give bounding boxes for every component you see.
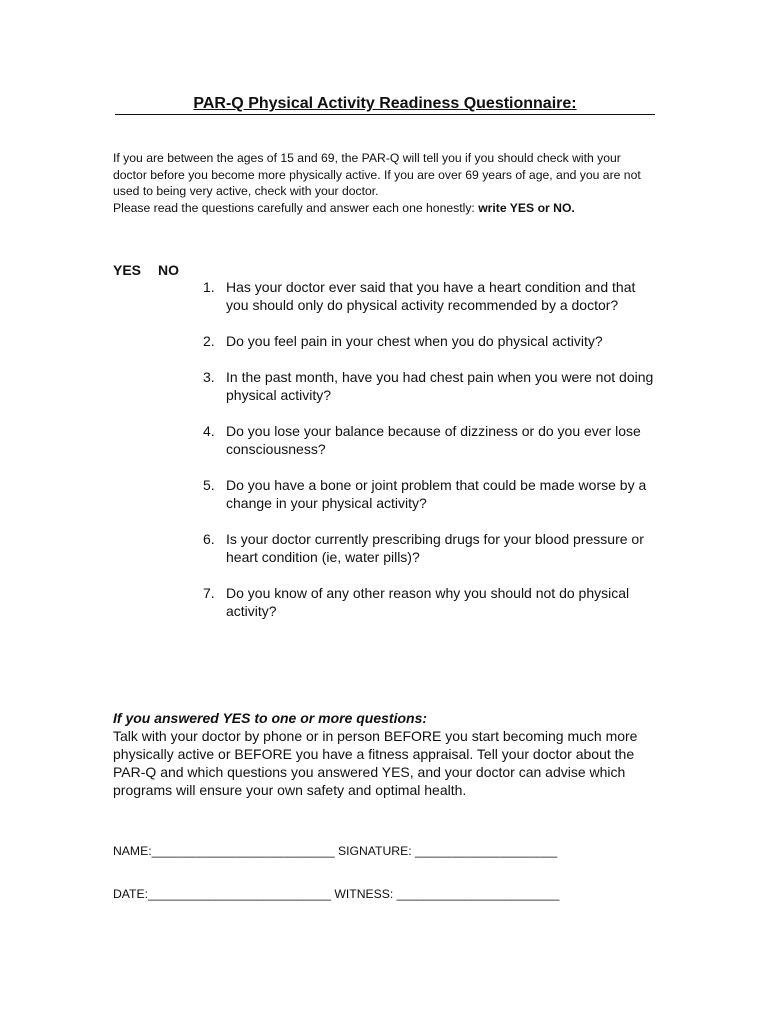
question-text: Is your doctor currently prescribing drugs for your blood pressure or heart condition (ie, water pills)? [226, 531, 644, 565]
intro-instruction-bold: write YES or NO. [478, 200, 575, 215]
advice-body: Talk with your doctor by phone or in person BEFORE you start becoming much more physically active or BEFORE you have a fitness appraisal. Tell your doctor about the PAR-Q and which questions you answered YES, and your doctor can advise which programs will ensure your own safety and optimal health. [113, 728, 638, 798]
question-list [203, 278, 658, 638]
question-text: In the past month, have you had chest pain when you were not doing physical activity? [226, 369, 654, 403]
question-text: Do you have a bone or joint problem that could be made worse by a change in your physical activity? [226, 477, 647, 511]
date-witness-row [113, 886, 559, 902]
intro-paragraph: If you are between the ages of 15 and 69, the PAR-Q will tell you if you should check with your doctor before you become more physically active. If you are over 69 years of age, and you are not used to being very active, check with your doctor. [113, 151, 641, 199]
question-item [203, 422, 658, 458]
question-number: 6. [203, 531, 215, 547]
question-item [203, 368, 658, 404]
yes-column-header: YES [113, 262, 142, 278]
question-item [203, 476, 658, 512]
question-number: 1. [203, 279, 215, 295]
question-text: Do you know of any other reason why you should not do physical activity? [226, 585, 630, 619]
page-title: PAR-Q Physical Activity Readiness Questionnaire: [193, 95, 577, 112]
question-number: 5. [203, 477, 215, 493]
witness-field[interactable]: WITNESS: ________________________ [334, 887, 560, 901]
advice-heading: If you answered YES to one or more questions: [113, 710, 428, 726]
question-number: 4. [203, 423, 215, 439]
title-block [115, 94, 655, 115]
question-item [203, 278, 658, 314]
question-item [203, 530, 658, 566]
signature-field[interactable]: SIGNATURE: _____________________ [338, 844, 558, 858]
advice-section [113, 709, 663, 799]
intro-instruction [113, 200, 658, 217]
intro-text [113, 150, 658, 216]
no-column-header: NO [158, 262, 179, 278]
question-number: 2. [203, 333, 215, 349]
question-number: 7. [203, 585, 215, 601]
question-text: Do you lose your balance because of dizziness or do you ever lose consciousness? [226, 423, 641, 457]
question-item [203, 584, 658, 620]
question-text: Has your doctor ever said that you have a heart condition and that you should only do physical activity recommended by a doctor? [226, 279, 636, 313]
date-field[interactable]: DATE:___________________________ [113, 887, 331, 901]
name-field[interactable]: NAME:___________________________ [113, 844, 335, 858]
name-signature-row [113, 843, 557, 859]
question-item [203, 332, 658, 350]
question-number: 3. [203, 369, 215, 385]
question-text: Do you feel pain in your chest when you do physical activity? [226, 333, 603, 349]
intro-instruction-text: Please read the questions carefully and answer each one honestly: [113, 200, 479, 215]
